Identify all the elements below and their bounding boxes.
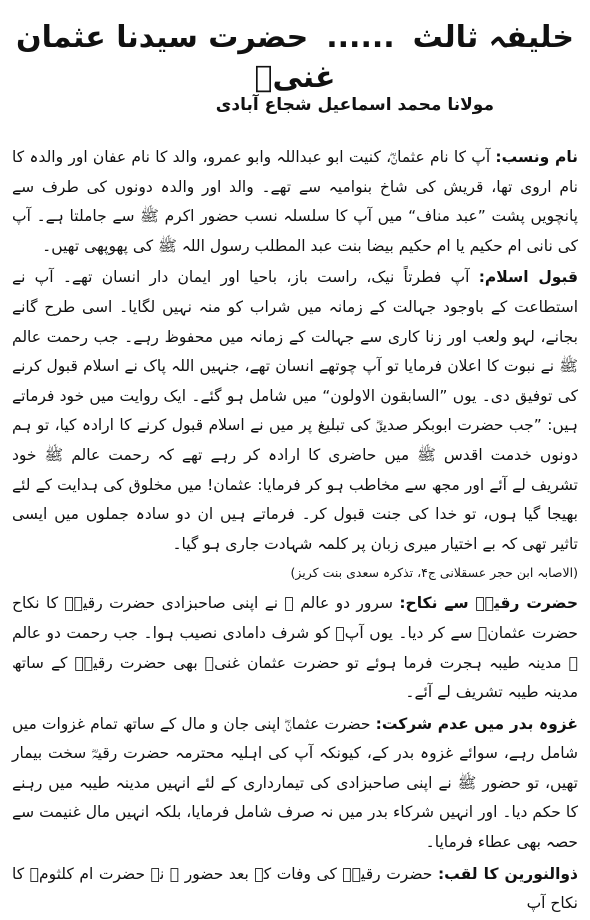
heading-lineage: نام ونسب: bbox=[495, 148, 578, 166]
title-name: حضرت سیدنا عثمان غنیؓ bbox=[16, 20, 336, 95]
heading-islam: قبول اسلام: bbox=[478, 268, 578, 287]
text-dhun-nurayn: حضرت رقیہؓ کی وفات کے بعد حضور ﷺ نے حضرت ام کلثومؓ کا نکاح آپ bbox=[12, 864, 578, 913]
text-islam: آپ فطرتاً نیک، راست باز، باحیا اور ایمان دار انسان تھے۔ آپ نے استطاعت کے باوجود جہالت کے زمانہ میں شراب کو منہ نہیں لگایا۔ اسی طرح گانے بجانے، لہو ولعب اور زنا کاری سے جہالت کے زمانہ میں محفوظ رہے۔ جب رحمت عالم ﷺ نے نبوت کا اعلان فرمایا تو آپ چوتھے انسان تھے، جنہیں اللہ پاک نے اسلام قبول کرنے کی توفیق دی۔ یوں ”السابقون الاولون“ میں شامل ہو گئے۔ ایک روایت میں خود فرماتے ہیں: ”جب حضرت ابوبکر صدیقؓ کی تبلیغ پر میں نے اسلام قبول کرنے کا ارادہ کیا، تو ہم دونوں خدمت اقدس ﷺ میں حاضری کا ارادہ کر رہے تھے کہ رحمت عالم ﷺ خود تشریف لے آئے اور مجھ سے مخاطب ہو کر فرمایا: عثمان! میں مخلوق کی ہدایت کے لئے بھیجا گیا ہوں، تو خدا کی جنت قبول کر۔ فرماتے ہیں ان دو سادہ جملوں میں ایسی تاثیر تھی کہ بے اختیار میری زبان پر کلمہ شہادت جاری ہو گیا۔ bbox=[12, 268, 578, 553]
text-badr: حضرت عثمانؓ اپنی جان و مال کے ساتھ تمام غزوات میں شامل رہے، سوائے غزوہ بدر کے، کیونکہ آپ کی اہلیہ محترمہ حضرت رقیہؓ سخت بیمار تھیں، تو حضور ﷺ نے اپنی صاحبزادی کی تیمارداری کے لئے انہیں مدینہ طیبہ میں رہنے کا حکم دیا۔ اور انہیں شرکاء بدر میں نہ صرف شامل فرمایا، بلکہ انہیں مال غنیمت سے حصہ بھی عطاء فرمایا۔ bbox=[12, 714, 578, 852]
paragraph-marriage bbox=[12, 589, 578, 707]
heading-dhun-nurayn: ذوالنورین کا لقب: bbox=[437, 864, 578, 883]
page-title bbox=[0, 18, 590, 98]
reference-citation: (الاصابہ ابن حجر عسقلانی ج۴، تذکرہ سعدی بنت کریز) bbox=[290, 565, 578, 581]
heading-marriage: حضرت رقیہؓ سے نکاح: bbox=[399, 594, 578, 613]
paragraph-title-dhun-nurayn bbox=[12, 860, 578, 919]
paragraph-islam bbox=[12, 263, 578, 559]
text-lineage: آپ کا نام عثمانؓ، کنیت ابو عبداللہ وابو عمرو، والد کا نام عفان اور والدہ کا نام اروی تھا، قریش کی شاخ بنوامیہ سے تھے۔ والد اور والدہ دونوں کی طرف سے پانچویں پشت ”عبد مناف“ میں آپ کا سلسلہ نسب حضور اکرم ﷺ سے جاملتا ہے۔ آپ کی نانی ام حکیم یا ام حکیم بیضا بنت عبد المطلب رسول اللہ ﷺ کی پھوپھی تھیں۔ bbox=[12, 148, 578, 255]
title-caliph: خلیفہ ثالث bbox=[412, 20, 574, 55]
heading-badr: غزوہ بدر میں عدم شرکت: bbox=[375, 714, 578, 733]
paragraph-badr bbox=[12, 710, 578, 858]
text-marriage: سرور دو عالم ﷺ نے اپنی صاحبزادی حضرت رقیہؓ کا نکاح حضرت عثمانؓ سے کر دیا۔ یوں آپؓ کو شرف دامادی نصیب ہوا۔ جب رحمت دو عالم ﷺ مدینہ طیبہ ہجرت فرما ہوئے تو حضرت عثمان غنیؓ بھی حضرت رقیہؓ کے ساتھ مدینہ طیبہ تشریف لے آئے۔ bbox=[12, 594, 578, 702]
paragraph-lineage bbox=[12, 143, 578, 261]
article-body bbox=[12, 143, 578, 919]
title-dots: ...... bbox=[326, 20, 395, 55]
author-name: مولانا محمد اسماعیل شجاع آبادی bbox=[215, 95, 494, 115]
